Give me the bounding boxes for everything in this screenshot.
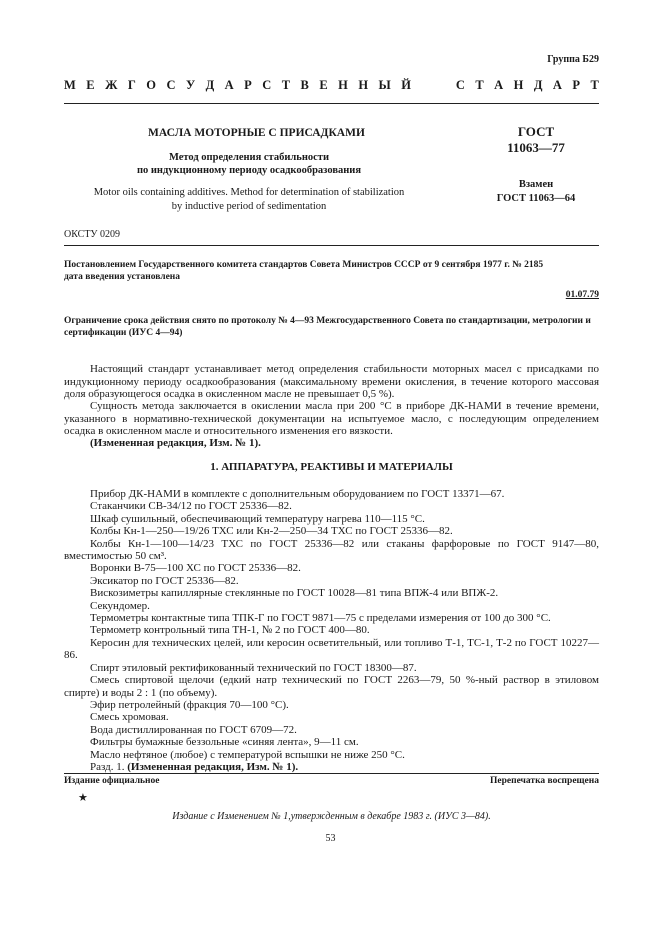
heading-letter: Г bbox=[127, 78, 136, 92]
heading-letter: Т bbox=[281, 78, 291, 92]
heading-letter: Ж bbox=[105, 78, 118, 92]
page-number: 53 bbox=[325, 833, 336, 844]
list-item: Фильтры бумажные беззольные «синяя лента», 9—11 см. bbox=[90, 736, 359, 749]
heading-letter: Й bbox=[401, 78, 411, 92]
section-amendment-note bbox=[64, 761, 599, 773]
list-item: Колбы Кн-1—100—14/23 ТХС по ГОСТ 25336—82 или стаканы фарфоровые по ГОСТ 9147—80, вместимостью 50 см³. bbox=[64, 537, 599, 563]
paragraph-amendment: (Измененная редакция, Изм. № 1). bbox=[90, 437, 261, 449]
document-title: МАСЛА МОТОРНЫЕ С ПРИСАДКАМИ bbox=[148, 127, 365, 139]
paragraph-scope: Настоящий стандарт устанавливает метод определения стабильности моторных масел с присадками по индукционному периоду осадкообразования (максимальному времени окисления, в течение которого массовая доля образующегося осадка в окисленном масле не превышает 0,5 %). bbox=[64, 363, 599, 400]
oksty-code: ОКСТУ 0209 bbox=[64, 229, 121, 240]
razd-prefix: Разд. 1. bbox=[90, 760, 125, 773]
heading-letter: Р bbox=[244, 78, 252, 92]
heading-letter: С bbox=[455, 78, 465, 92]
list-item: Секундомер. bbox=[90, 599, 150, 612]
group-code: Группа Б29 bbox=[547, 54, 599, 65]
list-item: Прибор ДК-НАМИ в комплекте с дополнительным оборудованием по ГОСТ 13371—67. bbox=[90, 488, 505, 500]
heading-letter: Н bbox=[358, 78, 369, 92]
english-title-line-2: by inductive period of sedimentation bbox=[171, 201, 327, 212]
heading-letter: Е bbox=[86, 78, 95, 92]
header-rule-bottom bbox=[64, 245, 599, 246]
english-title bbox=[64, 186, 434, 214]
heading-letter: А bbox=[224, 78, 234, 92]
edition-note: Издание с Изменением № 1,утвержденным в декабре 1983 г. (ИУС 3—84). bbox=[172, 811, 491, 822]
list-item: Термометр контрольный типа ТН-1, № 2 по ГОСТ 400—80. bbox=[90, 624, 370, 637]
heading-word-gap bbox=[421, 78, 445, 93]
subtitle-line-2: по индукционному периоду осадкообразования bbox=[136, 165, 362, 176]
replacement-block bbox=[478, 178, 594, 206]
list-item: Стаканчики СВ-34/12 по ГОСТ 25336—82. bbox=[90, 500, 292, 513]
list-item: Смесь хромовая. bbox=[90, 711, 169, 724]
razd-amendment: (Измененная редакция, Изм. № 1). bbox=[127, 760, 299, 773]
heading-letter: Т bbox=[475, 78, 484, 92]
heading-letter: Ы bbox=[378, 78, 391, 92]
list-item: Эфир петролейный (фракция 70—100 °С). bbox=[90, 698, 289, 711]
subtitle-line-1: Метод определения стабильности bbox=[168, 152, 330, 163]
heading-letter: О bbox=[146, 78, 157, 92]
list-item: Термометры контактные типа ТПК-Г по ГОСТ 9871—75 с пределами измерения от 100 до 300 °С. bbox=[90, 612, 551, 625]
reprint-prohibited: Перепечатка воспрещена bbox=[489, 776, 599, 786]
heading-letter: А bbox=[494, 78, 504, 92]
heading-letter: С bbox=[262, 78, 272, 92]
section-1-title: 1. АППАРАТУРА, РЕАКТИВЫ И МАТЕРИАЛЫ bbox=[210, 461, 453, 473]
star-mark: ★ bbox=[78, 792, 88, 804]
official-edition: Издание официальное bbox=[64, 776, 160, 786]
heading-letter: Т bbox=[590, 78, 599, 92]
list-item: Вода дистиллированная по ГОСТ 6709—72. bbox=[90, 723, 297, 736]
heading-letter: Д bbox=[205, 78, 215, 92]
heading-letter: Д bbox=[533, 78, 543, 92]
replace-label: Взамен bbox=[518, 179, 554, 190]
heading-letter: С bbox=[166, 78, 176, 92]
paragraph-essence: Сущность метода заключается в окислении масла при 200 °С в приборе ДК-НАМИ в течение времени, указанного в нормативно-технической документации на испытуемое масло, с последующим определением осадка в окисленном масле и относительного изменения его вязкости. bbox=[64, 400, 599, 437]
gost-number: 11063—77 bbox=[507, 140, 565, 155]
list-item: Смесь спиртовой щелочи (едкий натр технический по ГОСТ 2263—79, 50 %-ный раствор в этиловом спирте) и воды 2 : 1 (по объему). bbox=[64, 674, 599, 699]
list-item: Воронки В-75—100 ХС по ГОСТ 25336—82. bbox=[90, 562, 301, 575]
limitation-note: Ограничение срока действия снято по протоколу № 4—93 Межгосударственного Совета по стандартизации, метрологии и сертификации (ИУС 4—94) bbox=[64, 316, 591, 338]
heading-letter: В bbox=[300, 78, 309, 92]
english-title-line-1: Motor oils containing additives. Method for determination of stabilization bbox=[93, 187, 405, 198]
gost-number-block bbox=[478, 124, 594, 156]
list-item: Эксикатор по ГОСТ 25336—82. bbox=[90, 574, 239, 587]
equipment-list bbox=[64, 488, 599, 773]
heading-letter: Е bbox=[319, 78, 328, 92]
list-item: Колбы Кн-1—250—19/26 ТХС или Кн-2—250—34 ТХС по ГОСТ 25336—82. bbox=[90, 525, 453, 538]
footer-rule bbox=[64, 773, 599, 774]
intro-date: 01.07.79 bbox=[565, 290, 599, 300]
list-item: Керосин для технических целей, или керосин осветительный, или топливо Т-1, ТС-1, Т-2 по ГОСТ 10227—86. bbox=[64, 636, 599, 662]
replaced-standard: ГОСТ 11063—64 bbox=[496, 193, 576, 204]
interstate-standard-heading bbox=[64, 78, 599, 93]
decree-line-1: Постановлением Государственного комитета стандартов Совета Министров СССР от 9 сентября 1977 г. № 2185 bbox=[64, 260, 544, 270]
list-item: Масло нефтяное (любое) с температурой вспышки не ниже 250 °С. bbox=[90, 748, 405, 761]
heading-letter: Н bbox=[338, 78, 348, 92]
document-subtitle bbox=[64, 151, 434, 177]
heading-letter: А bbox=[552, 78, 562, 92]
heading-letter: Р bbox=[572, 78, 581, 92]
heading-letter: М bbox=[64, 78, 76, 92]
header-rule-top bbox=[64, 103, 599, 104]
heading-letter: У bbox=[185, 78, 196, 92]
decree-line-2: дата введения установлена bbox=[64, 272, 181, 282]
gost-label: ГОСТ bbox=[517, 124, 555, 139]
list-item: Вискозиметры капиллярные стеклянные по ГОСТ 10028—81 типа ВПЖ-4 или ВПЖ-2. bbox=[90, 587, 499, 600]
list-item: Шкаф сушильный, обеспечивающий температуру нагрева 110—115 °С. bbox=[90, 512, 425, 525]
decree-text bbox=[64, 259, 599, 283]
list-item: Спирт этиловый ректификованный технический по ГОСТ 18300—87. bbox=[90, 661, 417, 674]
heading-letter: Н bbox=[513, 78, 524, 92]
